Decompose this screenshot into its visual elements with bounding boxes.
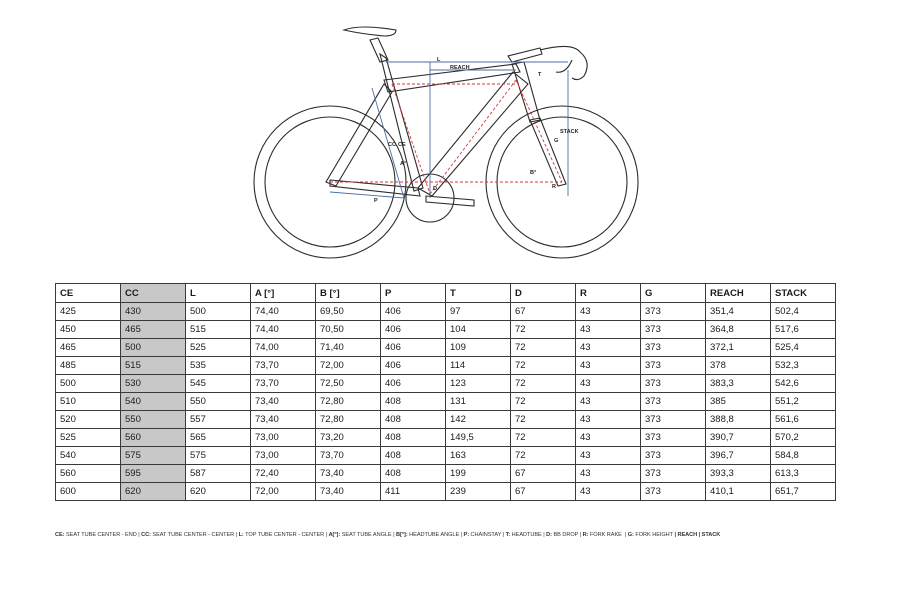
table-cell: 525 bbox=[56, 429, 121, 447]
table-cell: 393,3 bbox=[706, 465, 771, 483]
table-cell: 72,80 bbox=[316, 393, 381, 411]
header-a: A [°] bbox=[251, 284, 316, 303]
table-cell: 239 bbox=[446, 483, 511, 501]
down-tube bbox=[418, 72, 528, 196]
table-cell: 373 bbox=[641, 465, 706, 483]
table-cell: 43 bbox=[576, 447, 641, 465]
table-cell: 70,50 bbox=[316, 321, 381, 339]
table-cell: 67 bbox=[511, 303, 576, 321]
table-cell: 575 bbox=[121, 447, 186, 465]
table-cell: 199 bbox=[446, 465, 511, 483]
table-cell: 373 bbox=[641, 357, 706, 375]
legend-desc: SEAT TUBE CENTER - CENTER | bbox=[150, 532, 239, 538]
table-cell: 123 bbox=[446, 375, 511, 393]
table-cell: 69,50 bbox=[316, 303, 381, 321]
table-cell: 532,3 bbox=[771, 357, 836, 375]
label-a: A° bbox=[400, 161, 407, 167]
table-cell: 587 bbox=[186, 465, 251, 483]
seat-tube bbox=[380, 54, 423, 191]
header-b: B [°] bbox=[316, 284, 381, 303]
header-reach: REACH bbox=[706, 284, 771, 303]
table-cell: 620 bbox=[121, 483, 186, 501]
table-cell: 163 bbox=[446, 447, 511, 465]
table-cell: 72,00 bbox=[316, 357, 381, 375]
label-stack: STACK bbox=[560, 129, 579, 135]
table-cell: 396,7 bbox=[706, 447, 771, 465]
seatpost bbox=[370, 38, 388, 62]
table-cell: 71,40 bbox=[316, 339, 381, 357]
table-cell: 561,6 bbox=[771, 411, 836, 429]
label-d: D bbox=[433, 186, 437, 192]
table-cell: 408 bbox=[381, 393, 446, 411]
label-g: G bbox=[554, 138, 559, 144]
table-cell: 535 bbox=[186, 357, 251, 375]
table-cell: 530 bbox=[121, 375, 186, 393]
crank-arm bbox=[426, 196, 474, 206]
legend-key: G: bbox=[627, 532, 634, 538]
table-cell: 67 bbox=[511, 465, 576, 483]
legend-desc: BB DROP | bbox=[551, 532, 583, 538]
table-cell: 373 bbox=[641, 429, 706, 447]
table-cell: 430 bbox=[121, 303, 186, 321]
table-cell: 613,3 bbox=[771, 465, 836, 483]
table-cell: 406 bbox=[381, 339, 446, 357]
table-cell: 550 bbox=[121, 411, 186, 429]
table-cell: 378 bbox=[706, 357, 771, 375]
table-cell: 73,00 bbox=[251, 447, 316, 465]
legend-key: T: bbox=[505, 532, 511, 538]
table-cell: 408 bbox=[381, 447, 446, 465]
table-cell: 557 bbox=[186, 411, 251, 429]
table-cell: 373 bbox=[641, 411, 706, 429]
seat-stay bbox=[326, 84, 392, 186]
table-row bbox=[56, 411, 836, 429]
table-cell: 373 bbox=[641, 321, 706, 339]
table-cell: 542,6 bbox=[771, 375, 836, 393]
table-cell: 373 bbox=[641, 339, 706, 357]
table-cell: 408 bbox=[381, 429, 446, 447]
table-cell: 74,40 bbox=[251, 303, 316, 321]
table-cell: 131 bbox=[446, 393, 511, 411]
construction-fork bbox=[516, 80, 562, 182]
table-cell: 410,1 bbox=[706, 483, 771, 501]
table-cell: 74,00 bbox=[251, 339, 316, 357]
head-tube bbox=[512, 62, 540, 122]
table-cell: 411 bbox=[381, 483, 446, 501]
label-b: B° bbox=[530, 170, 537, 176]
table-cell: 73,20 bbox=[316, 429, 381, 447]
table-row bbox=[56, 321, 836, 339]
legend-key: CE: bbox=[55, 532, 65, 538]
table-cell: 109 bbox=[446, 339, 511, 357]
header-l: L bbox=[186, 284, 251, 303]
table-cell: 73,40 bbox=[316, 483, 381, 501]
table-cell: 408 bbox=[381, 465, 446, 483]
table-cell: 97 bbox=[446, 303, 511, 321]
legend-desc: FORK HEIGHT bbox=[633, 532, 675, 538]
table-header-row bbox=[56, 284, 836, 303]
table-cell: 67 bbox=[511, 483, 576, 501]
header-cc: CC bbox=[121, 284, 186, 303]
table-cell: 43 bbox=[576, 357, 641, 375]
table-cell: 73,70 bbox=[251, 375, 316, 393]
table-cell: 500 bbox=[56, 375, 121, 393]
table-row bbox=[56, 393, 836, 411]
table-cell: 388,8 bbox=[706, 411, 771, 429]
table-row bbox=[56, 429, 836, 447]
table-cell: 43 bbox=[576, 465, 641, 483]
table-cell: 425 bbox=[56, 303, 121, 321]
label-r: R bbox=[552, 184, 556, 190]
table-cell: 372,1 bbox=[706, 339, 771, 357]
table-cell: 73,40 bbox=[316, 465, 381, 483]
table-cell: 149,5 bbox=[446, 429, 511, 447]
stem bbox=[508, 48, 542, 62]
table-cell: 43 bbox=[576, 303, 641, 321]
label-l: L bbox=[437, 57, 441, 63]
table-cell: 73,40 bbox=[251, 411, 316, 429]
table-cell: 72,80 bbox=[316, 411, 381, 429]
table-cell: 72 bbox=[511, 429, 576, 447]
table-cell: 72,50 bbox=[316, 375, 381, 393]
legend-key: B[°]: bbox=[396, 532, 408, 538]
table-cell: 406 bbox=[381, 303, 446, 321]
table-cell: 520 bbox=[56, 411, 121, 429]
table-cell: 500 bbox=[121, 339, 186, 357]
table-cell: 620 bbox=[186, 483, 251, 501]
table-cell: 114 bbox=[446, 357, 511, 375]
table-cell: 43 bbox=[576, 429, 641, 447]
legend-desc: TOP TUBE CENTER - CENTER | bbox=[243, 532, 329, 538]
table-cell: 515 bbox=[121, 357, 186, 375]
table-cell: 406 bbox=[381, 321, 446, 339]
table-cell: 73,70 bbox=[251, 357, 316, 375]
label-ce: CE bbox=[398, 142, 406, 148]
table-cell: 72,40 bbox=[251, 465, 316, 483]
legend-desc: SEAT TUBE CENTER - END | bbox=[64, 532, 142, 538]
table-cell: 485 bbox=[56, 357, 121, 375]
legend-desc: HEADTUBE | bbox=[510, 532, 547, 538]
table-row bbox=[56, 465, 836, 483]
legend-desc: CHAINSTAY | bbox=[469, 532, 506, 538]
legend-key: | REACH | STACK bbox=[674, 532, 721, 538]
construction-down bbox=[430, 80, 516, 194]
table-row bbox=[56, 357, 836, 375]
table-cell: 43 bbox=[576, 375, 641, 393]
table-cell: 565 bbox=[186, 429, 251, 447]
header-stack: STACK bbox=[771, 284, 836, 303]
handlebar bbox=[540, 46, 587, 79]
table-cell: 551,2 bbox=[771, 393, 836, 411]
table-cell: 72,00 bbox=[251, 483, 316, 501]
table-cell: 373 bbox=[641, 483, 706, 501]
table-cell: 584,8 bbox=[771, 447, 836, 465]
label-cc: CC bbox=[388, 142, 396, 148]
table-cell: 43 bbox=[576, 411, 641, 429]
table-cell: 72 bbox=[511, 321, 576, 339]
table-cell: 651,7 bbox=[771, 483, 836, 501]
table-cell: 43 bbox=[576, 321, 641, 339]
table-cell: 545 bbox=[186, 375, 251, 393]
table-cell: 72 bbox=[511, 411, 576, 429]
table-cell: 525,4 bbox=[771, 339, 836, 357]
table-cell: 540 bbox=[56, 447, 121, 465]
legend-key: D: bbox=[546, 532, 552, 538]
table-cell: 406 bbox=[381, 375, 446, 393]
header-g: G bbox=[641, 284, 706, 303]
table-cell: 540 bbox=[121, 393, 186, 411]
table-cell: 72 bbox=[511, 357, 576, 375]
table-cell: 373 bbox=[641, 303, 706, 321]
table-cell: 43 bbox=[576, 393, 641, 411]
header-d: D bbox=[511, 284, 576, 303]
header-r: R bbox=[576, 284, 641, 303]
table-cell: 373 bbox=[641, 375, 706, 393]
table-cell: 510 bbox=[56, 393, 121, 411]
table-cell: 502,4 bbox=[771, 303, 836, 321]
table-cell: 104 bbox=[446, 321, 511, 339]
table-cell: 595 bbox=[121, 465, 186, 483]
table-cell: 500 bbox=[186, 303, 251, 321]
legend-key: R: bbox=[582, 532, 589, 538]
table-cell: 550 bbox=[186, 393, 251, 411]
table-row bbox=[56, 483, 836, 501]
table-cell: 142 bbox=[446, 411, 511, 429]
table-cell: 74,40 bbox=[251, 321, 316, 339]
legend-desc: SEAT TUBE ANGLE | bbox=[340, 532, 397, 538]
table-cell: 570,2 bbox=[771, 429, 836, 447]
header-t: T bbox=[446, 284, 511, 303]
table-cell: 72 bbox=[511, 447, 576, 465]
geometry-table bbox=[55, 283, 836, 501]
table-cell: 600 bbox=[56, 483, 121, 501]
table-cell: 43 bbox=[576, 483, 641, 501]
legend-key: CC: bbox=[141, 532, 151, 538]
legend-desc: HEADTUBE ANGLE | bbox=[407, 532, 464, 538]
header-ce: CE bbox=[56, 284, 121, 303]
table-cell: 515 bbox=[186, 321, 251, 339]
table-cell: 517,6 bbox=[771, 321, 836, 339]
table-cell: 73,40 bbox=[251, 393, 316, 411]
table-cell: 383,3 bbox=[706, 375, 771, 393]
legend-key: L: bbox=[238, 532, 244, 538]
table-cell: 385 bbox=[706, 393, 771, 411]
table-cell: 73,70 bbox=[316, 447, 381, 465]
table-cell: 406 bbox=[381, 357, 446, 375]
table-row bbox=[56, 447, 836, 465]
table-cell: 465 bbox=[121, 321, 186, 339]
table-row bbox=[56, 339, 836, 357]
table-cell: 560 bbox=[121, 429, 186, 447]
table-cell: 73,00 bbox=[251, 429, 316, 447]
header-p: P bbox=[381, 284, 446, 303]
label-p: P bbox=[374, 198, 378, 204]
saddle bbox=[344, 27, 396, 36]
table-row bbox=[56, 303, 836, 321]
table-cell: 465 bbox=[56, 339, 121, 357]
legend-text bbox=[55, 532, 855, 538]
table-cell: 450 bbox=[56, 321, 121, 339]
table-cell: 72 bbox=[511, 393, 576, 411]
table-cell: 525 bbox=[186, 339, 251, 357]
table-cell: 408 bbox=[381, 411, 446, 429]
table-row bbox=[56, 375, 836, 393]
bike-geometry-diagram bbox=[240, 18, 660, 266]
table-cell: 72 bbox=[511, 339, 576, 357]
table-cell: 373 bbox=[641, 447, 706, 465]
table-cell: 560 bbox=[56, 465, 121, 483]
table-cell: 43 bbox=[576, 339, 641, 357]
table-cell: 575 bbox=[186, 447, 251, 465]
legend-desc: FORK RAKE | bbox=[588, 532, 628, 538]
legend-key: A[°]: bbox=[328, 532, 341, 538]
table-cell: 72 bbox=[511, 375, 576, 393]
table-cell: 390,7 bbox=[706, 429, 771, 447]
table-cell: 351,4 bbox=[706, 303, 771, 321]
table-cell: 364,8 bbox=[706, 321, 771, 339]
label-reach: REACH bbox=[450, 65, 470, 71]
label-t: T bbox=[538, 72, 542, 78]
legend-key: P: bbox=[463, 532, 470, 538]
table-cell: 373 bbox=[641, 393, 706, 411]
